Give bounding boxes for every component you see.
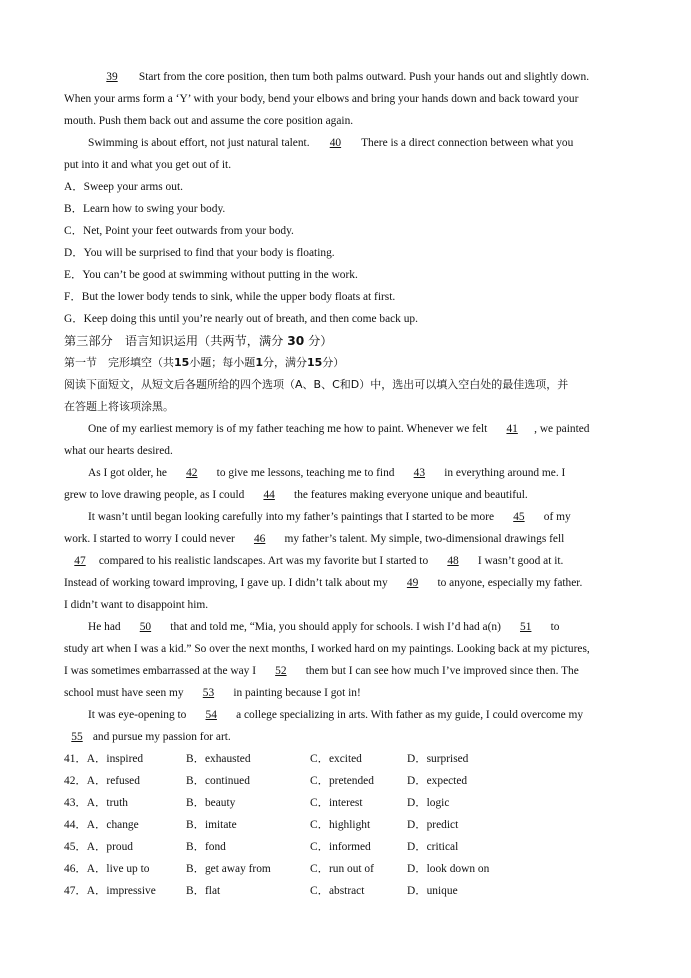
text: I wasn’t good at it. <box>477 555 564 567</box>
text: of my <box>543 511 571 523</box>
option-g: G．Keep doing this until you’re nearly out of breath, and then come back up. <box>64 313 418 325</box>
text: Instead of working toward improving, I gave up. I didn’t talk about my <box>64 577 388 589</box>
question-number: 42． <box>64 775 87 787</box>
cloze-p3-line-4 <box>64 572 636 594</box>
question-number: 44． <box>64 819 87 831</box>
option-d: D．expected <box>407 775 468 787</box>
blank-40: 40 <box>329 137 342 149</box>
blank-53: 53 <box>202 687 215 699</box>
text: There is a direct connection between what you <box>361 137 574 149</box>
count: 1 <box>255 356 263 369</box>
blank-49: 49 <box>406 577 419 589</box>
cloze-p4-line-4 <box>64 682 636 704</box>
text: them but I can see how much I’ve improved since then. The <box>305 665 579 677</box>
option-a: A．Sweep your arms out. <box>64 181 183 193</box>
passage-39-line-2: When your arms form a ‘Y’ with your body, bend your elbows and bring your hands down and back toward your <box>64 93 579 105</box>
option-c: C．highlight <box>310 819 371 831</box>
text: in painting because I got in! <box>233 687 361 699</box>
question-number-and-option-a <box>64 748 143 770</box>
text: He had <box>88 621 121 633</box>
question-number-and-option-a <box>64 814 139 836</box>
option-b: B．exhausted <box>186 753 251 765</box>
score: 30 <box>287 334 305 348</box>
question-number-and-option-a <box>64 836 133 858</box>
text: 分） <box>308 334 333 348</box>
option-d: D．logic <box>407 797 450 809</box>
section-1-heading <box>64 352 636 374</box>
text: grew to love drawing people, as I could <box>64 489 245 501</box>
question-number: 45． <box>64 841 87 853</box>
cloze-p4-line-2: study art when I was a kid.” So over the next months, I worked hard on my paintings. Looking back at my pictures, <box>64 643 590 655</box>
text: the features making everyone unique and beautiful. <box>294 489 528 501</box>
blank-45: 45 <box>513 511 525 523</box>
text: 小题；每小题 <box>189 356 256 369</box>
count: 15 <box>174 356 190 369</box>
text: Swimming is about effort, not just natural talent. <box>88 137 310 149</box>
option-c: C．excited <box>310 753 362 765</box>
text: 分，满分 <box>262 356 307 369</box>
option-a: A．live up to <box>86 863 150 875</box>
blank-51: 51 <box>520 621 532 633</box>
blank-50: 50 <box>139 621 152 633</box>
text: in everything around me. I <box>444 467 566 479</box>
instructions-line-1: 阅读下面短文，从短文后各题所给的四个选项（A、B、C和D）中，选出可以填入空白处的最佳选项，并 <box>64 378 569 391</box>
passage-40-line-1 <box>88 132 636 154</box>
option-a: A．impressive <box>86 885 156 897</box>
question-number-and-option-a <box>64 858 149 880</box>
text: to <box>550 621 560 633</box>
cloze-p3-line-2 <box>64 528 636 550</box>
blank-55: 55 <box>71 731 83 743</box>
passage-40-line-2: put into it and what you get out of it. <box>64 159 232 171</box>
passage-39-line-1 <box>88 66 636 88</box>
option-d: D．You will be surprised to find that your body is floating. <box>64 247 335 259</box>
text: 第一节 完形填空（共 <box>64 356 174 369</box>
cloze-p3-line-5: I didn’t want to disappoint him. <box>64 599 209 611</box>
blank-42: 42 <box>186 467 198 479</box>
text: compared to his realistic landscapes. Art was my favorite but I started to <box>98 555 429 567</box>
text: to give me lessons, teaching me to find <box>216 467 395 479</box>
option-c: C．run out of <box>310 863 374 875</box>
text: that and told me, “Mia, you should apply for schools. I wish I’d had a(n) <box>170 621 501 633</box>
text: It wasn’t until began looking carefully into my father’s paintings that I started to be more <box>88 511 495 523</box>
option-c: C．pretended <box>310 775 374 787</box>
option-a: A．inspired <box>86 753 144 765</box>
text: Start from the core position, then tum both palms outward. Push your hands out and slightly down. <box>138 71 590 83</box>
blank-41: 41 <box>506 423 518 435</box>
blank-43: 43 <box>413 467 426 479</box>
instructions-line-2: 在答题上将该项涂黑。 <box>64 400 174 413</box>
question-number: 47． <box>64 885 87 897</box>
cloze-p1-line-2: what our hearts desired. <box>64 445 173 457</box>
text: school must have seen my <box>64 687 184 699</box>
cloze-p5-line-1 <box>88 704 636 726</box>
question-number: 41． <box>64 753 87 765</box>
option-b: B．flat <box>186 885 221 897</box>
text: and pursue my passion for art. <box>92 731 231 743</box>
text: 第三部分 语言知识运用（共两节，满分 <box>64 334 284 348</box>
cloze-p3-line-3 <box>64 550 636 572</box>
section-3-heading <box>64 330 636 352</box>
option-f: F．But the lower body tends to sink, while the upper body floats at first. <box>64 291 396 303</box>
option-d: D．predict <box>407 819 459 831</box>
option-b: B．Learn how to swing your body. <box>64 203 226 215</box>
option-c: C．abstract <box>310 885 365 897</box>
blank-48: 48 <box>447 555 459 567</box>
count: 15 <box>306 356 323 369</box>
text: work. I started to worry I could never <box>64 533 235 545</box>
option-b: B．fond <box>186 841 226 853</box>
blank-46: 46 <box>253 533 266 545</box>
option-a: A．truth <box>86 797 128 809</box>
text: I was sometimes embarrassed at the way I <box>64 665 256 677</box>
cloze-p4-line-3 <box>64 660 636 682</box>
cloze-p5-line-2 <box>64 726 636 748</box>
text: a college specializing in arts. With father as my guide, I could overcome my <box>236 709 584 721</box>
passage-39-line-3: mouth. Push them back out and assume the core position again. <box>64 115 354 127</box>
question-number-and-option-a <box>64 792 128 814</box>
question-number-and-option-a <box>64 880 156 902</box>
option-c: C．Net, Point your feet outwards from your body. <box>64 225 294 237</box>
option-d: D．unique <box>407 885 458 897</box>
text: It was eye-opening to <box>88 709 187 721</box>
question-number: 46． <box>64 863 87 875</box>
text: 分） <box>322 356 345 369</box>
blank-52: 52 <box>275 665 287 677</box>
cloze-p3-line-1 <box>88 506 636 528</box>
text: As I got older, he <box>88 467 167 479</box>
option-d: D．surprised <box>407 753 469 765</box>
option-b: B．get away from <box>186 863 271 875</box>
cloze-p2-line-2 <box>64 484 636 506</box>
option-b: B．beauty <box>186 797 236 809</box>
option-e: E．You can’t be good at swimming without putting in the work. <box>64 269 358 281</box>
option-c: C．informed <box>310 841 371 853</box>
option-b: B．continued <box>186 775 250 787</box>
text: my father’s talent. My simple, two-dimensional drawings fell <box>284 533 565 545</box>
blank-47: 47 <box>74 555 86 567</box>
cloze-p2-line-1 <box>88 462 636 484</box>
option-d: D．look down on <box>407 863 490 875</box>
text: One of my earliest memory is of my father teaching me how to paint. Whenever we felt <box>88 423 488 435</box>
text: to anyone, especially my father. <box>437 577 583 589</box>
option-b: B．imitate <box>186 819 237 831</box>
option-d: D．critical <box>407 841 459 853</box>
option-a: A．change <box>86 819 139 831</box>
cloze-p1-line-1 <box>88 418 636 440</box>
blank-39: 39 <box>106 71 118 83</box>
blank-44: 44 <box>263 489 275 501</box>
option-a: A．proud <box>86 841 133 853</box>
option-a: A．refused <box>86 775 140 787</box>
text: , we painted <box>534 423 590 435</box>
question-number-and-option-a <box>64 770 140 792</box>
question-number: 43． <box>64 797 87 809</box>
option-c: C．interest <box>310 797 363 809</box>
blank-54: 54 <box>205 709 217 721</box>
cloze-p4-line-1 <box>88 616 636 638</box>
